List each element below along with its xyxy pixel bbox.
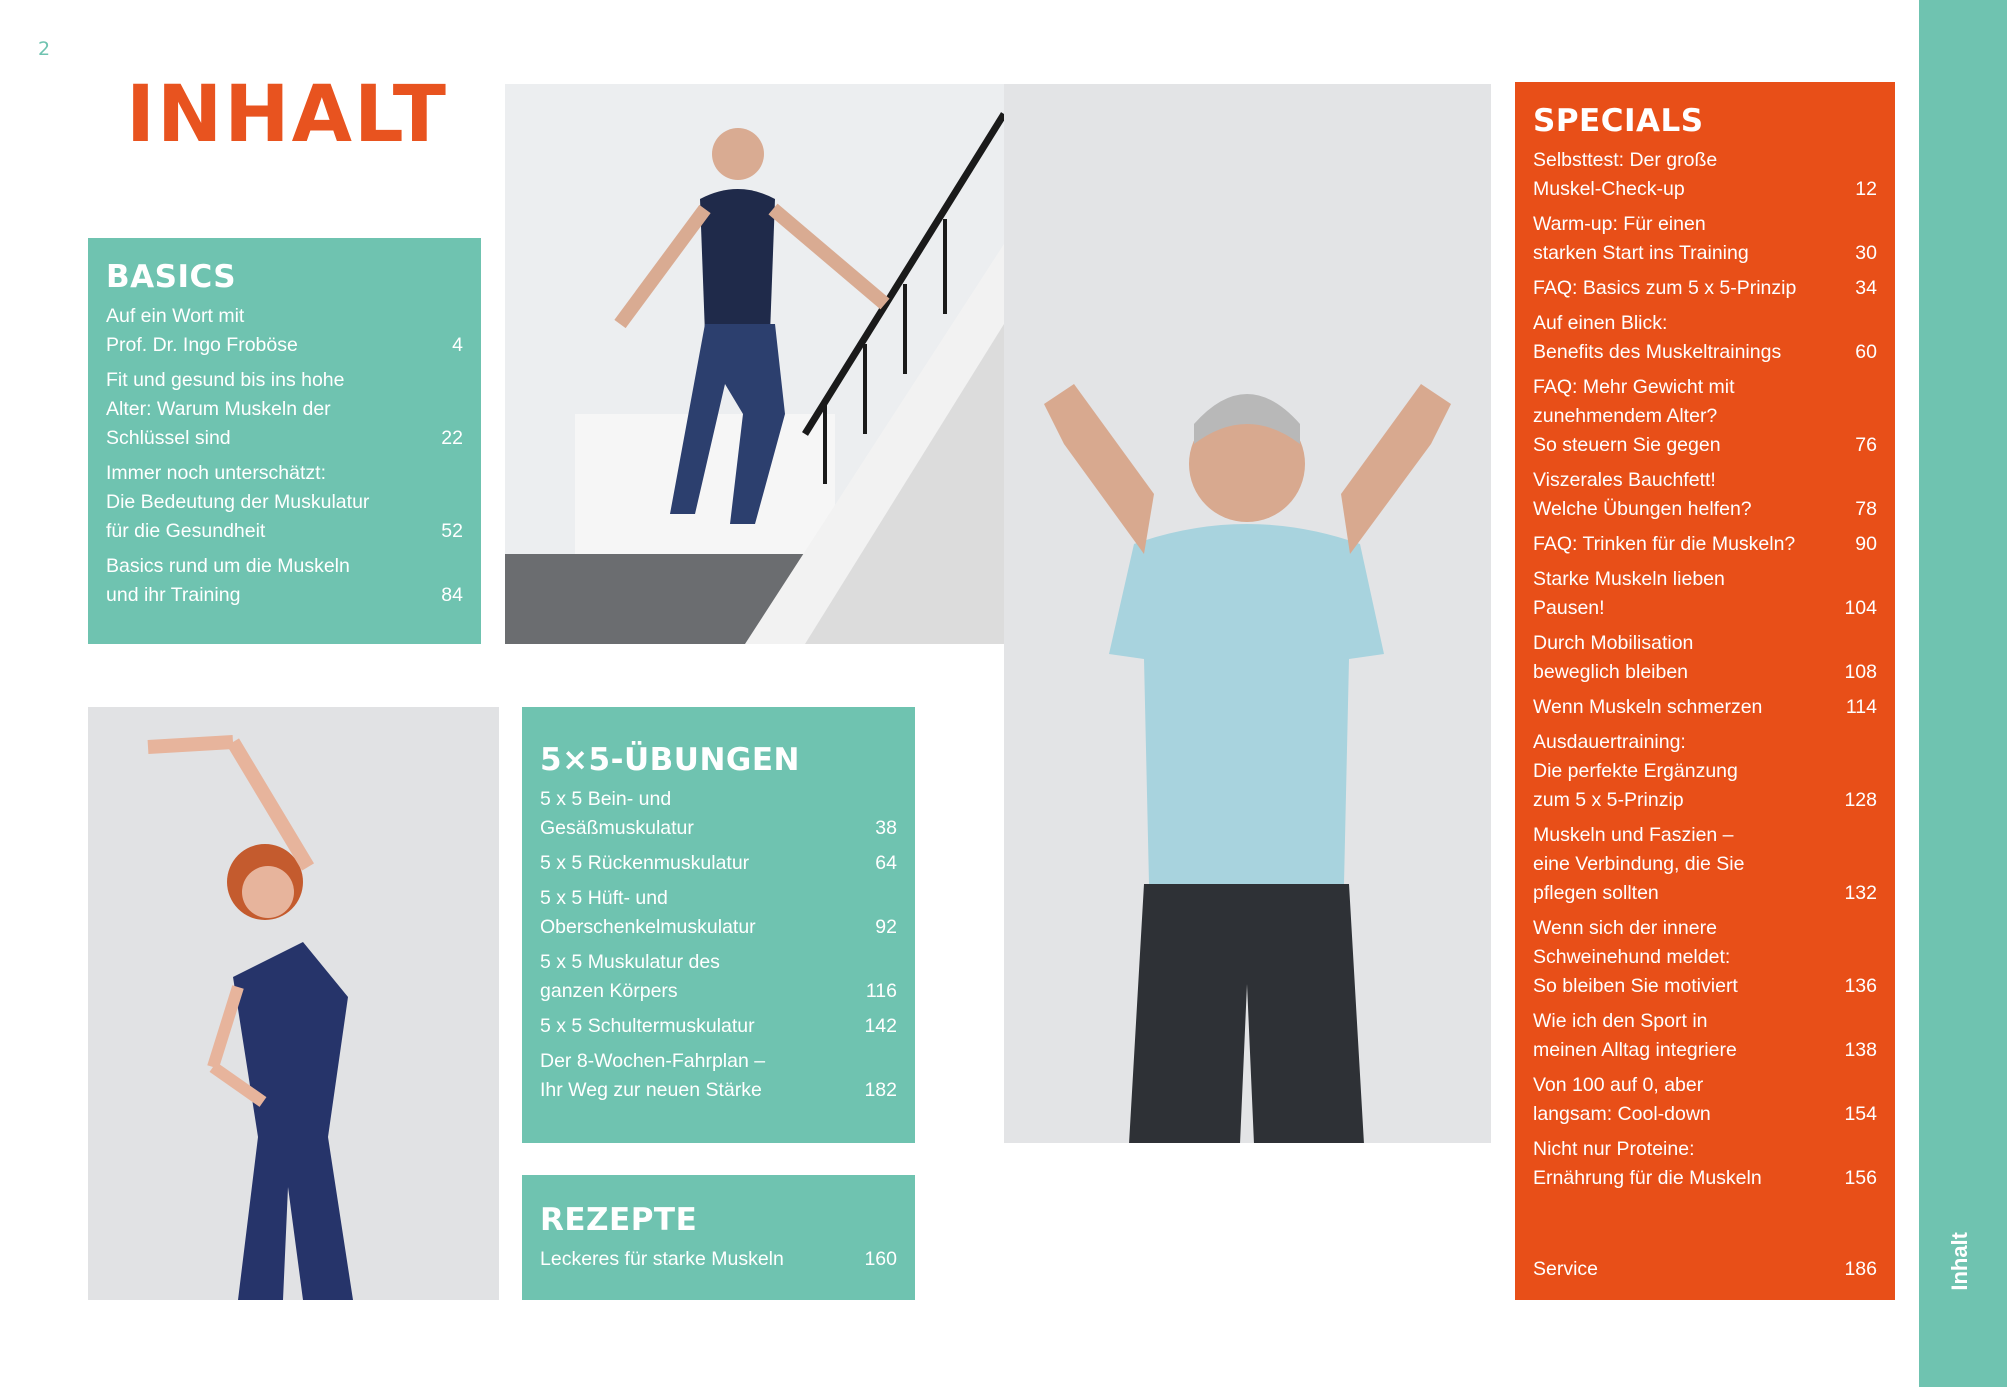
toc-entry-page: 186 — [1844, 1258, 1877, 1280]
toc-entry-title: 5 x 5 Bein- und Gesäßmuskulatur — [540, 787, 694, 839]
toc-entry[interactable] — [106, 552, 463, 610]
toc-entry-page: 128 — [1844, 788, 1877, 811]
toc-entry-title: Starke Muskeln lieben Pausen! — [1533, 567, 1725, 619]
toc-entry-title: Durch Mobilisation beweglich bleiben — [1533, 631, 1694, 683]
toc-entry[interactable] — [1533, 1135, 1877, 1193]
toc-entry[interactable] — [540, 785, 897, 843]
toc-entry-title: Der 8-Wochen-Fahrplan – Ihr Weg zur neuen Stärke — [540, 1049, 766, 1101]
toc-entry-page: 116 — [865, 979, 897, 1002]
uebungen-heading: 5×5-ÜBUNGEN — [540, 742, 800, 778]
toc-entry-page: 160 — [864, 1247, 897, 1270]
toc-entry-title: Auf ein Wort mit Prof. Dr. Ingo Froböse — [106, 304, 298, 356]
toc-entry[interactable] — [540, 884, 897, 942]
toc-entry[interactable] — [1533, 565, 1877, 623]
toc-entry[interactable] — [540, 849, 897, 878]
toc-entry-title: 5 x 5 Rückenmuskulatur — [540, 851, 750, 874]
toc-entry-page: 114 — [1845, 695, 1877, 718]
toc-entry-title: Wenn sich der innere Schweinehund meldet: So bleiben Sie motiviert — [1533, 916, 1738, 997]
page-title: INHALT — [126, 70, 448, 160]
toc-entry-page: 136 — [1844, 974, 1877, 997]
toc-entry-title: Basics rund um die Muskeln und ihr Training — [106, 554, 350, 606]
toc-entry-page: 156 — [1844, 1166, 1877, 1189]
toc-entry-page: 104 — [1844, 596, 1877, 619]
toc-entry-page: 34 — [1855, 276, 1877, 299]
toc-entry-service[interactable] — [1533, 1255, 1877, 1284]
rezepte-section — [522, 1175, 915, 1300]
toc-entry-title: Service — [1533, 1258, 1599, 1280]
specials-section — [1515, 82, 1895, 1300]
toc-entry[interactable] — [1533, 373, 1877, 460]
toc-entry-page: 182 — [864, 1078, 897, 1101]
specials-heading: SPECIALS — [1533, 103, 1704, 139]
toc-entry[interactable] — [106, 302, 463, 360]
rezepte-heading: REZEPTE — [540, 1202, 698, 1238]
toc-entry[interactable] — [1533, 530, 1877, 559]
side-tab-label: Inhalt — [1947, 1232, 1972, 1291]
toc-entry-title: 5 x 5 Hüft- und Oberschenkelmuskulatur — [540, 886, 756, 938]
toc-entry-title: Viszerales Bauchfett! Welche Übungen helfen? — [1533, 468, 1752, 520]
toc-entry-title: Muskeln und Faszien – eine Verbindung, die Sie pflegen sollten — [1533, 823, 1745, 904]
toc-entry[interactable] — [1533, 274, 1877, 303]
toc-entry-title: Nicht nur Proteine: Ernährung für die Muskeln — [1533, 1137, 1762, 1189]
toc-entry-page: 78 — [1855, 497, 1877, 520]
toc-entry-page: 108 — [1844, 660, 1877, 683]
toc-entry-title: Leckeres für starke Muskeln — [540, 1247, 784, 1270]
toc-entry-page: 84 — [441, 583, 463, 606]
toc-entry[interactable] — [1533, 146, 1877, 204]
toc-entry-title: Fit und gesund bis ins hohe Alter: Warum Muskeln der Schlüssel sind — [106, 368, 345, 449]
toc-entry[interactable] — [540, 1245, 897, 1274]
toc-entry[interactable] — [1533, 914, 1877, 1001]
toc-entry[interactable] — [1533, 210, 1877, 268]
toc-entry-page: 30 — [1855, 241, 1877, 264]
toc-entry[interactable] — [1533, 309, 1877, 367]
toc-entry-title: FAQ: Basics zum 5 x 5-Prinzip — [1533, 276, 1797, 299]
toc-entry-page: 138 — [1844, 1038, 1877, 1061]
toc-entry-title: Immer noch unterschätzt: Die Bedeutung der Muskulatur für die Gesundheit — [106, 461, 370, 542]
toc-entry-page: 52 — [441, 519, 463, 542]
toc-entry[interactable] — [540, 1012, 897, 1041]
toc-entry-page: 92 — [875, 915, 897, 938]
toc-entry-title: Wie ich den Sport in meinen Alltag integriere — [1533, 1009, 1737, 1061]
toc-entry-title: Warm-up: Für einen starken Start ins Training — [1533, 212, 1749, 264]
toc-entry-page: 4 — [452, 333, 463, 356]
man-jumping-down-stairs-photo — [505, 84, 1004, 644]
toc-entry-page: 64 — [875, 851, 897, 874]
basics-section — [88, 238, 481, 644]
basics-heading: BASICS — [106, 259, 237, 295]
toc-entry-title: FAQ: Trinken für die Muskeln? — [1533, 532, 1796, 555]
woman-side-stretch-photo — [88, 707, 499, 1300]
toc-entry[interactable] — [1533, 629, 1877, 687]
man-shoulder-mobilisation-photo — [1004, 84, 1491, 1143]
toc-entry[interactable] — [1533, 728, 1877, 815]
toc-entry-page: 22 — [441, 426, 463, 449]
toc-entry-title: FAQ: Mehr Gewicht mit zunehmendem Alter? So steuern Sie gegen — [1533, 375, 1735, 456]
toc-entry[interactable] — [1533, 1071, 1877, 1129]
toc-entry-page: 38 — [875, 816, 897, 839]
toc-entry-title: 5 x 5 Schultermuskulatur — [540, 1014, 755, 1037]
toc-entry-title: Auf einen Blick: Benefits des Muskeltrainings — [1533, 311, 1782, 363]
toc-entry[interactable] — [540, 1047, 897, 1105]
toc-entry-page: 76 — [1855, 433, 1877, 456]
toc-entry[interactable] — [540, 948, 897, 1006]
toc-entry[interactable] — [1533, 821, 1877, 908]
toc-entry-title: Selbsttest: Der große Muskel-Check-up — [1533, 148, 1718, 200]
toc-entry-page: 132 — [1844, 881, 1877, 904]
toc-entry-page: 60 — [1855, 340, 1877, 363]
uebungen-section — [522, 707, 915, 1143]
section-side-tab — [1919, 0, 2007, 1387]
toc-entry-title: 5 x 5 Muskulatur des ganzen Körpers — [540, 950, 720, 1002]
toc-entry[interactable] — [1533, 1007, 1877, 1065]
toc-entry-page: 154 — [1844, 1102, 1877, 1125]
toc-entry[interactable] — [106, 366, 463, 453]
toc-entry-title: Wenn Muskeln schmerzen — [1533, 695, 1763, 718]
toc-entry[interactable] — [106, 459, 463, 546]
toc-entry[interactable] — [1533, 466, 1877, 524]
toc-entry-page: 12 — [1855, 177, 1877, 200]
toc-entry-page: 90 — [1855, 532, 1877, 555]
toc-entry[interactable] — [1533, 693, 1877, 722]
toc-entry-page: 142 — [864, 1014, 897, 1037]
page-number-left: 2 — [38, 38, 51, 60]
toc-entry-title: Ausdauertraining: Die perfekte Ergänzung zum 5 x 5-Prinzip — [1533, 730, 1738, 811]
toc-entry-title: Von 100 auf 0, aber langsam: Cool-down — [1533, 1073, 1711, 1125]
